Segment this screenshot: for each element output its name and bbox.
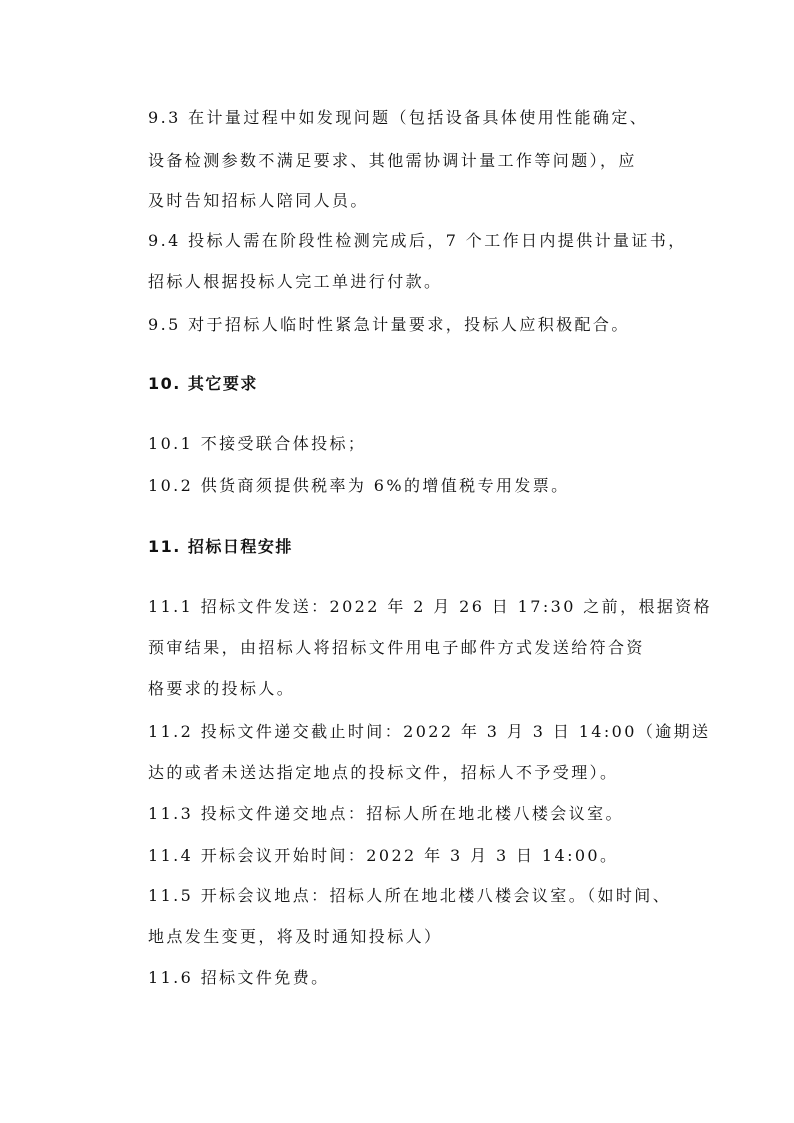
- paragraph-11-1-line-1: 11.1 招标文件发送：2022 年 2 月 26 日 17:30 之前，根据资格: [148, 597, 713, 616]
- section-11-heading: 11. 招标日程安排: [148, 537, 293, 556]
- paragraph-11-3: 11.3 投标文件递交地点：招标人所在地北楼八楼会议室。: [148, 804, 624, 823]
- paragraph-9-4-line-2: 招标人根据投标人完工单进行付款。: [148, 272, 443, 291]
- paragraph-10-2: 10.2 供货商须提供税率为 6%的增值税专用发票。: [148, 476, 570, 495]
- paragraph-11-4: 11.4 开标会议开始时间：2022 年 3 月 3 日 14:00。: [148, 846, 619, 865]
- paragraph-11-1-line-2: 预审结果，由招标人将招标文件用电子邮件方式发送给符合资: [148, 638, 645, 657]
- paragraph-9-3-line-2: 设备检测参数不满足要求、其他需协调计量工作等问题），应: [148, 151, 637, 170]
- paragraph-11-2-line-1: 11.2 投标文件递交截止时间：2022 年 3 月 3 日 14:00（逾期送: [148, 722, 711, 741]
- section-10-heading: 10. 其它要求: [148, 374, 258, 393]
- paragraph-9-3-line-3: 及时告知招标人陪同人员。: [148, 191, 369, 210]
- paragraph-11-5-line-2: 地点发生变更，将及时通知投标人）: [148, 927, 443, 946]
- paragraph-11-1-line-3: 格要求的投标人。: [148, 679, 296, 698]
- paragraph-11-5-line-1: 11.5 开标会议地点：招标人所在地北楼八楼会议室。（如时间、: [148, 886, 672, 905]
- paragraph-10-1: 10.1 不接受联合体投标；: [148, 434, 367, 453]
- paragraph-9-4-line-1: 9.4 投标人需在阶段性检测完成后，7 个工作日内提供计量证书，: [148, 231, 687, 250]
- paragraph-9-3-line-1: 9.3 在计量过程中如发现问题（包括设备具体使用性能确定、: [148, 108, 649, 127]
- paragraph-11-2-line-2: 达的或者未送达指定地点的投标文件，招标人不予受理）。: [148, 763, 619, 782]
- paragraph-11-6: 11.6 招标文件免费。: [148, 968, 330, 987]
- paragraph-9-5-line-1: 9.5 对于招标人临时性紧急计量要求，投标人应积极配合。: [148, 315, 630, 334]
